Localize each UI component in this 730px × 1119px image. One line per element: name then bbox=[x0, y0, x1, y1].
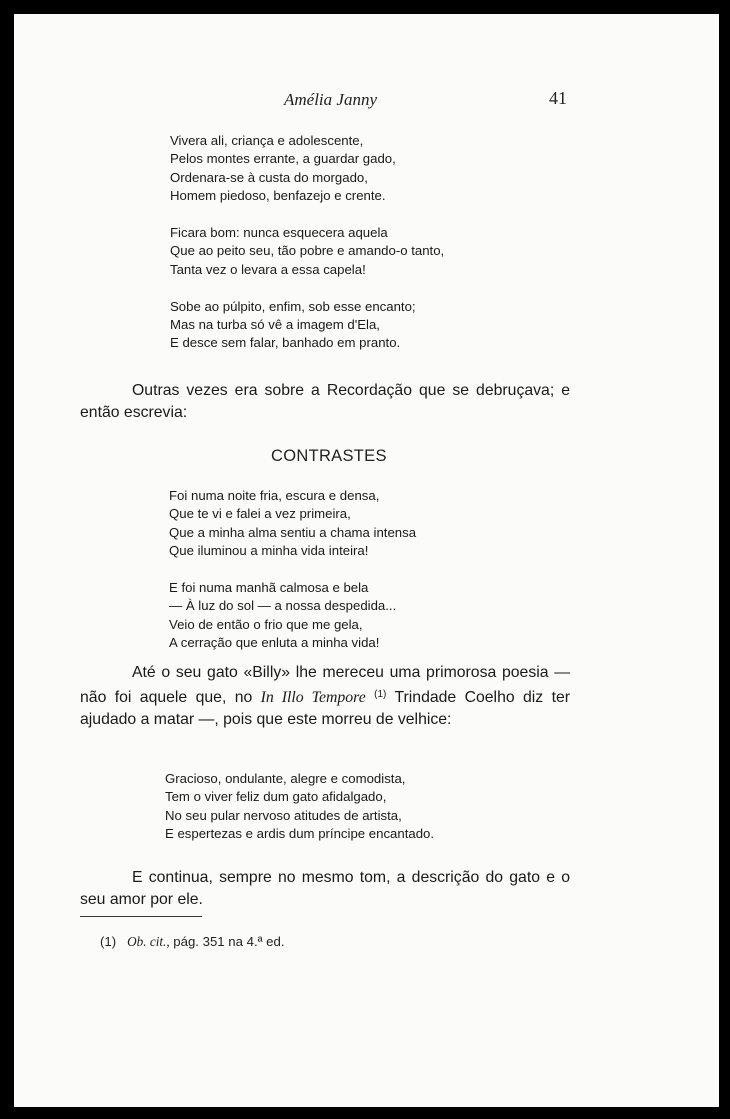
page-content bbox=[14, 14, 719, 1107]
verse-line: Ficara bom: nunca esquecera aquela bbox=[170, 224, 388, 240]
verse-line: Tanta vez o levara a essa capela! bbox=[170, 261, 366, 277]
verse-line: Homem piedoso, benfazejo e crente. bbox=[170, 188, 386, 204]
poem-title: CONTRASTES bbox=[271, 447, 387, 465]
footnote-ref: (1) bbox=[374, 689, 387, 700]
verse-line: — À luz do sol — a nossa despedida... bbox=[169, 598, 397, 614]
footnote-marker: (1) bbox=[100, 934, 117, 949]
footnote-italic: Ob. cit., bbox=[127, 934, 170, 949]
verse-line: Pelos montes errante, a guardar gado, bbox=[170, 151, 396, 167]
verse-block-1 bbox=[170, 132, 444, 353]
paragraph-text: Outras vezes era sobre a Recordação que se debruçava; e então escrevia: bbox=[80, 382, 570, 421]
paragraph-3 bbox=[80, 867, 570, 911]
footnote-text: pág. 351 na 4.ª ed. bbox=[169, 934, 285, 949]
verse-line: Ordenara-se à custa do morgado, bbox=[170, 169, 368, 185]
verse-line: E foi numa manhã calmosa e bela bbox=[169, 579, 369, 595]
footnote-divider bbox=[80, 916, 202, 917]
running-header-author: Amélia Janny bbox=[284, 90, 377, 109]
verse-block-2 bbox=[169, 487, 416, 653]
paragraph-text bbox=[80, 662, 570, 731]
verse-line: Que te vi e falei a vez primeira, bbox=[169, 506, 351, 522]
paragraph-text: E continua, sempre no mesmo tom, a descrição do gato e o seu amor por ele. bbox=[80, 869, 570, 908]
verse-line: E espertezas e ardis dum príncipe encantado. bbox=[165, 826, 435, 842]
verse-line: E desce sem falar, banhado em pranto. bbox=[170, 335, 401, 351]
verse-line: Que iluminou a minha vida inteira! bbox=[169, 543, 369, 559]
verse-line: Tem o viver feliz dum gato afidalgado, bbox=[165, 789, 387, 805]
verse-line: Veio de então o frio que me gela, bbox=[169, 616, 363, 632]
verse-line: No seu pular nervoso atitudes de artista, bbox=[165, 807, 402, 823]
verse-line: Mas na turba só vê a imagem d'Ela, bbox=[170, 316, 380, 332]
footnote bbox=[100, 934, 285, 950]
verse-line: Gracioso, ondulante, alegre e comodista, bbox=[165, 771, 406, 786]
paragraph-text-part: Trindade Coelho diz ter ajudado a matar —, pois que este morreu de velhice: bbox=[80, 689, 571, 728]
paragraph-2 bbox=[80, 662, 570, 731]
verse-line: Sobe ao púlpito, enfim, sob esse encanto; bbox=[170, 298, 416, 314]
verse-line: Que ao peito seu, tão pobre e amando-o tanto, bbox=[170, 243, 445, 259]
verse-line: Que a minha alma sentiu a chama intensa bbox=[169, 524, 417, 540]
page-number: 41 bbox=[549, 88, 567, 108]
verse-line: Vivera ali, criança e adolescente, bbox=[170, 133, 364, 148]
verse-line bbox=[170, 279, 444, 297]
verse-block-3 bbox=[165, 770, 434, 844]
verse-line bbox=[170, 206, 444, 224]
verse-line: Foi numa noite fria, escura e densa, bbox=[169, 488, 380, 503]
paragraph-text-part: Até o seu gato «Billy» lhe mereceu uma primorosa poesia — não foi aquele que, no bbox=[80, 664, 570, 706]
verse-line bbox=[169, 561, 416, 579]
verse-line: A cerração que enluta a minha vida! bbox=[169, 635, 380, 651]
paragraph-1 bbox=[80, 380, 570, 424]
book-title-italic: In Illo Tempore bbox=[260, 689, 366, 706]
book-page bbox=[14, 14, 719, 1107]
